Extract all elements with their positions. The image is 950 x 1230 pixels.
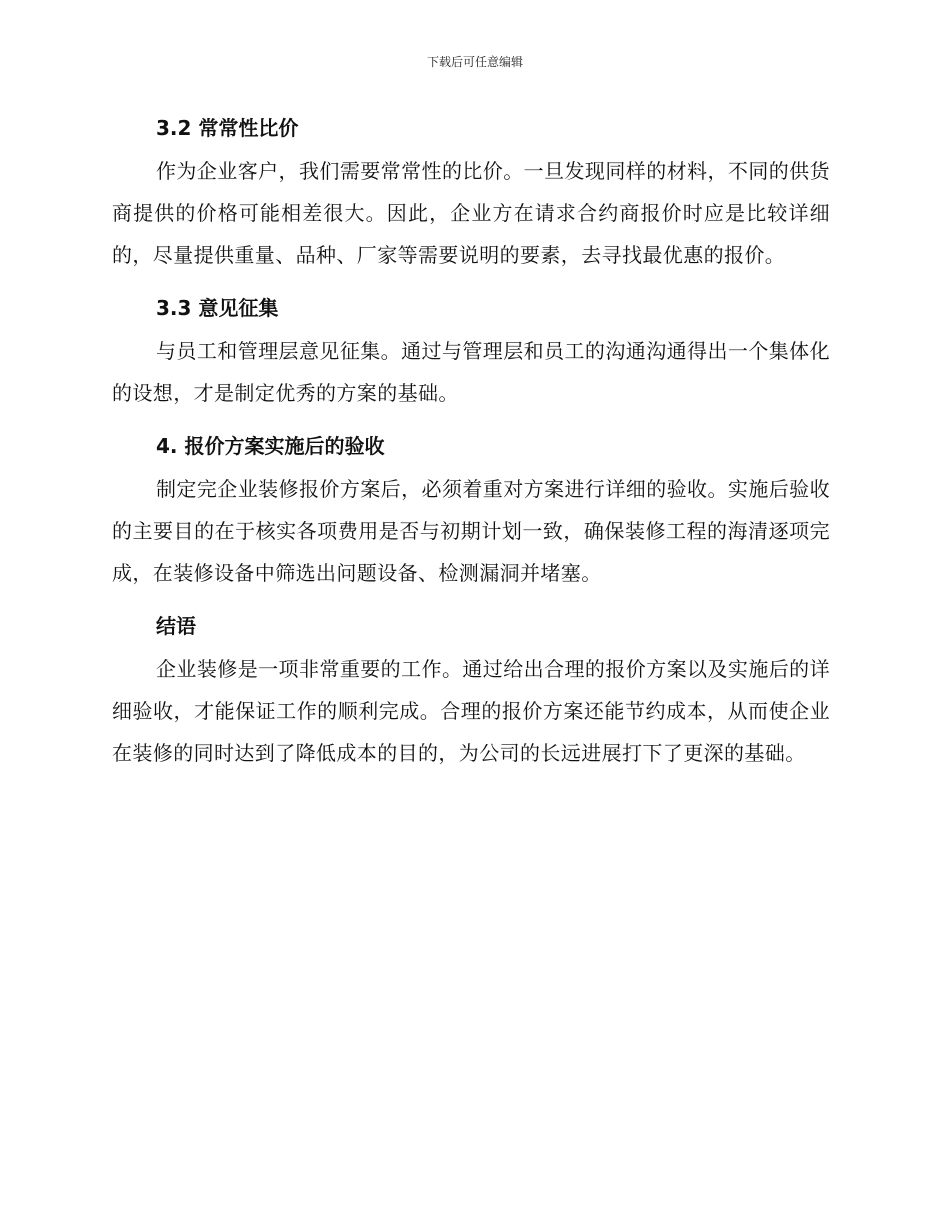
section-4 — [112, 424, 830, 594]
document-body — [112, 106, 830, 784]
section-3-2 — [112, 106, 830, 276]
section-heading: 3.3 意见征集 — [156, 296, 279, 320]
section-paragraph: 企业装修是一项非常重要的工作。通过给出合理的报价方案以及实施后的详细验收，才能保证工作的顺利完成。合理的报价方案还能节约成本，从而使企业在装修的同时达到了降低成本的目的，为公司的长远进展打下了更深的基础。 — [112, 657, 830, 765]
section-heading: 3.2 常常性比价 — [156, 116, 299, 140]
section-heading: 结语 — [156, 614, 196, 638]
page-header: 下载后可任意编辑 — [426, 55, 523, 69]
section-heading: 4. 报价方案实施后的验收 — [156, 434, 385, 458]
section-paragraph: 与员工和管理层意见征集。通过与管理层和员工的沟通沟通得出一个集体化的设想，才是制定优秀的方案的基础。 — [112, 339, 830, 405]
section-conclusion — [112, 604, 830, 774]
section-paragraph: 制定完企业装修报价方案后，必须着重对方案进行详细的验收。实施后验收的主要目的在于核实各项费用是否与初期计划一致，确保装修工程的海清逐项完成，在装修设备中筛选出问题设备、检测漏洞并堵塞。 — [112, 477, 830, 585]
section-paragraph: 作为企业客户，我们需要常常性的比价。一旦发现同样的材料，不同的供货商提供的价格可能相差很大。因此，企业方在请求合约商报价时应是比较详细的，尽量提供重量、品种、厂家等需要说明的要素，去寻找最优惠的报价。 — [112, 159, 830, 267]
section-3-3 — [112, 286, 830, 414]
